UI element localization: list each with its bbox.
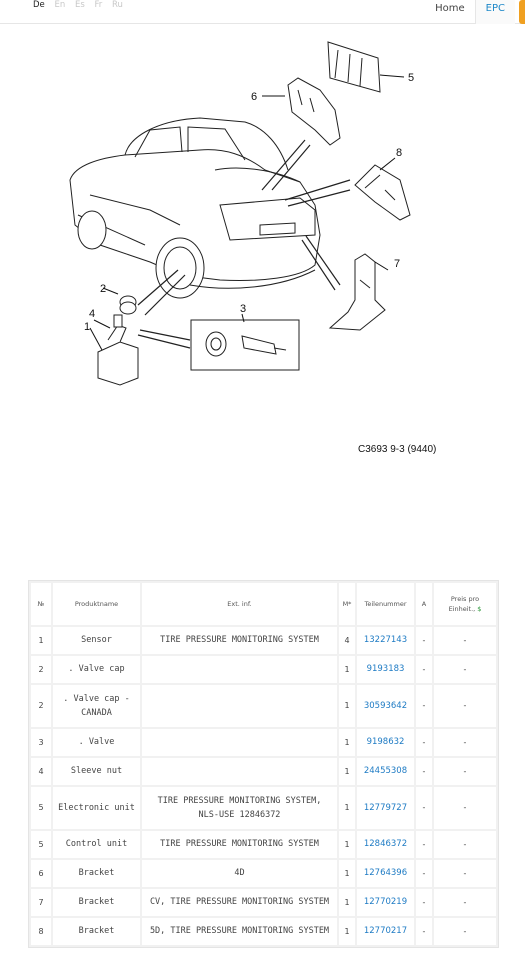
cell-part: [357, 685, 414, 727]
cell-name: Bracket: [53, 918, 140, 945]
lang-es[interactable]: Es: [74, 0, 85, 10]
cell-price: -: [434, 656, 496, 683]
cell-qty: 1: [339, 831, 355, 858]
cell-price: -: [434, 918, 496, 945]
cell-part: [357, 831, 414, 858]
cell-ext: 5D, TIRE PRESSURE MONITORING SYSTEM: [142, 918, 337, 945]
cell-price: -: [434, 729, 496, 756]
cell-name: Control unit: [53, 831, 140, 858]
table-row[interactable]: [31, 918, 496, 945]
part-bracket-6: [288, 78, 340, 145]
lang-ru[interactable]: Ru: [111, 0, 123, 10]
cell-name: . Valve cap - CANADA: [53, 685, 140, 727]
cell-ext: TIRE PRESSURE MONITORING SYSTEM: [142, 627, 337, 654]
cell-ext: [142, 685, 337, 727]
language-switcher: [33, 0, 130, 10]
cell-qty: 4: [339, 627, 355, 654]
cell-no: 5: [31, 787, 51, 829]
cell-part: [357, 860, 414, 887]
nav-epc[interactable]: EPC: [475, 0, 515, 24]
cell-name: Sensor: [53, 627, 140, 654]
cell-qty: 1: [339, 758, 355, 785]
table-row[interactable]: [31, 758, 496, 785]
cell-a: -: [416, 889, 432, 916]
cell-name: Bracket: [53, 889, 140, 916]
callout-1: 1: [84, 321, 91, 333]
cell-a: -: [416, 787, 432, 829]
part-number-link[interactable]: 9193183: [366, 664, 405, 675]
cell-ext: [142, 656, 337, 683]
cell-price: -: [434, 685, 496, 727]
diagram-caption: C3693 9-3 (9440): [358, 444, 437, 455]
lang-en[interactable]: En: [54, 0, 66, 10]
lang-fr[interactable]: Fr: [94, 0, 103, 10]
cell-price: -: [434, 758, 496, 785]
callout-6: 6: [251, 91, 258, 103]
cell-ext: TIRE PRESSURE MONITORING SYSTEM: [142, 831, 337, 858]
table-row[interactable]: [31, 889, 496, 916]
cell-no: 1: [31, 627, 51, 654]
cell-part: [357, 787, 414, 829]
cell-a: -: [416, 685, 432, 727]
cell-qty: 1: [339, 656, 355, 683]
col-price: Preis pro Einheit., $: [434, 583, 496, 625]
cell-qty: 1: [339, 685, 355, 727]
cell-price: -: [434, 627, 496, 654]
part-number-link[interactable]: 13227143: [363, 635, 408, 646]
lang-de[interactable]: De: [33, 0, 45, 10]
cell-price: -: [434, 787, 496, 829]
cell-price: -: [434, 860, 496, 887]
parts-diagram: [30, 30, 490, 430]
cell-part: [357, 627, 414, 654]
cell-no: 2: [31, 656, 51, 683]
table-row[interactable]: [31, 729, 496, 756]
cell-part: [357, 918, 414, 945]
cell-a: -: [416, 627, 432, 654]
cell-qty: 1: [339, 729, 355, 756]
cell-a: -: [416, 729, 432, 756]
col-qty: M*: [339, 583, 355, 625]
cell-qty: 1: [339, 860, 355, 887]
callout-7: 7: [394, 258, 401, 270]
cell-qty: 1: [339, 918, 355, 945]
cell-name: . Valve: [53, 729, 140, 756]
part-number-link[interactable]: 12764396: [363, 868, 408, 879]
part-number-link[interactable]: 12846372: [363, 839, 408, 850]
cell-ext: TIRE PRESSURE MONITORING SYSTEM, NLS-USE 12846372: [142, 787, 337, 829]
cell-no: 6: [31, 860, 51, 887]
cell-part: [357, 729, 414, 756]
part-number-link[interactable]: 12770217: [363, 926, 408, 937]
top-bar: [0, 0, 525, 24]
table-row[interactable]: [31, 831, 496, 858]
cell-no: 7: [31, 889, 51, 916]
part-bracket-8: [355, 165, 410, 220]
currency-symbol: $: [477, 605, 482, 613]
table-header-row: [31, 583, 496, 625]
callout-2: 2: [100, 283, 107, 295]
part-number-link[interactable]: 9198632: [366, 737, 405, 748]
cell-no: 8: [31, 918, 51, 945]
car-illustration: [70, 118, 320, 298]
cell-no: 4: [31, 758, 51, 785]
col-a: A: [416, 583, 432, 625]
nav-home[interactable]: Home: [435, 3, 465, 14]
main-nav: [425, 0, 525, 24]
table-row[interactable]: [31, 627, 496, 654]
cell-price: -: [434, 889, 496, 916]
col-name: Produktname: [53, 583, 140, 625]
cell-qty: 1: [339, 787, 355, 829]
part-number-link[interactable]: 12770219: [363, 897, 408, 908]
part-number-link[interactable]: 12779727: [363, 802, 408, 813]
cell-price: -: [434, 831, 496, 858]
cell-qty: 1: [339, 889, 355, 916]
cell-no: 2: [31, 685, 51, 727]
cell-name: Sleeve nut: [53, 758, 140, 785]
cell-part: [357, 889, 414, 916]
cell-ext: [142, 729, 337, 756]
cell-ext: CV, TIRE PRESSURE MONITORING SYSTEM: [142, 889, 337, 916]
parts-table: [28, 580, 499, 948]
cell-part: [357, 758, 414, 785]
cell-a: -: [416, 918, 432, 945]
col-ext: Ext. inf.: [142, 583, 337, 625]
part-number-link[interactable]: 24455308: [363, 766, 408, 777]
part-electronic-unit: [328, 42, 380, 92]
col-no: №: [31, 583, 51, 625]
nav-edge-tab[interactable]: [519, 0, 525, 24]
part-valve-box: [191, 320, 299, 370]
cell-name: Electronic unit: [53, 787, 140, 829]
table-row[interactable]: [31, 860, 496, 887]
table-row[interactable]: [31, 787, 496, 829]
cell-no: 5: [31, 831, 51, 858]
callout-8: 8: [396, 147, 403, 159]
table-row[interactable]: [31, 685, 496, 727]
table-row[interactable]: [31, 656, 496, 683]
part-number-link[interactable]: 30593642: [363, 700, 408, 711]
cell-no: 3: [31, 729, 51, 756]
cell-a: -: [416, 656, 432, 683]
cell-a: -: [416, 860, 432, 887]
cell-name: Bracket: [53, 860, 140, 887]
part-sensor: [98, 296, 138, 385]
cell-a: -: [416, 758, 432, 785]
cell-a: -: [416, 831, 432, 858]
col-part: Teilenummer: [357, 583, 414, 625]
callout-5: 5: [408, 72, 415, 84]
callout-4: 4: [89, 308, 96, 320]
cell-ext: [142, 758, 337, 785]
callout-3: 3: [240, 303, 247, 315]
cell-name: . Valve cap: [53, 656, 140, 683]
cell-ext: 4D: [142, 860, 337, 887]
part-bracket-7: [330, 254, 385, 330]
cell-part: [357, 656, 414, 683]
